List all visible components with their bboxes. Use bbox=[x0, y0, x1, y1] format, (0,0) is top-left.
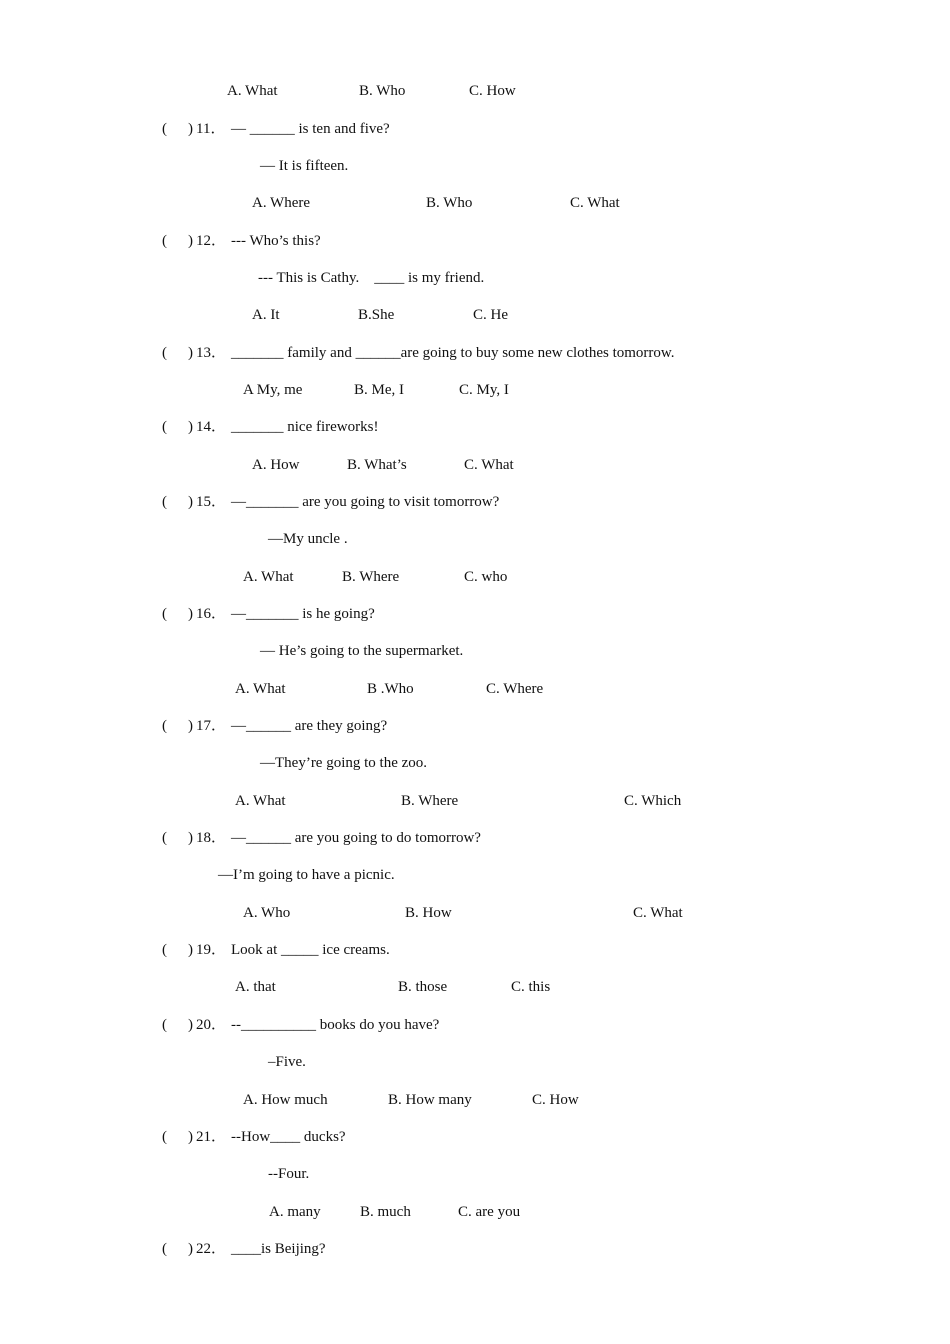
q15-stem: —_______ are you going to visit tomorrow? bbox=[231, 494, 500, 510]
q12-option-c: C. He bbox=[473, 307, 508, 323]
q12-number: 12． bbox=[196, 233, 227, 249]
q19-answer-close: ) bbox=[188, 942, 193, 958]
q18-option-a: A. Who bbox=[243, 905, 291, 921]
q22-answer-close: ) bbox=[188, 1241, 193, 1257]
q21-stem: --How____ ducks? bbox=[231, 1129, 346, 1145]
q11-answer-open: ( bbox=[162, 121, 167, 137]
q22-answer-open: ( bbox=[162, 1241, 167, 1257]
q13-number: 13． bbox=[196, 345, 227, 361]
q19-option-c: C. this bbox=[511, 979, 551, 995]
q11-stem: — ______ is ten and five? bbox=[231, 121, 390, 137]
q16-stem: —_______ is he going? bbox=[231, 606, 375, 622]
q11-number: 11． bbox=[196, 121, 226, 137]
q13-option-b: B. Me, I bbox=[354, 382, 404, 398]
q20-answer-open: ( bbox=[162, 1017, 167, 1033]
q16-reply: — He’s going to the supermarket. bbox=[260, 643, 464, 659]
q15-option-a: A. What bbox=[243, 569, 294, 585]
q11-reply: — It is fifteen. bbox=[260, 158, 349, 174]
q20-reply: –Five. bbox=[268, 1054, 306, 1070]
q12-answer-close: ) bbox=[188, 233, 193, 249]
q19-number: 19． bbox=[196, 942, 227, 958]
q18-option-c: C. What bbox=[633, 905, 683, 921]
q18-option-b: B. How bbox=[405, 905, 452, 921]
q17-number: 17． bbox=[196, 718, 227, 734]
q11-option-a: A. Where bbox=[252, 195, 311, 211]
q14-option-b: B. What’s bbox=[347, 457, 407, 473]
q15-answer-close: ) bbox=[188, 494, 193, 510]
q21-option-c: C. are you bbox=[458, 1204, 521, 1220]
q20-answer-close: ) bbox=[188, 1017, 193, 1033]
q17-option-b: B. Where bbox=[401, 793, 459, 809]
q16-option-c: C. Where bbox=[486, 681, 544, 697]
q17-option-a: A. What bbox=[235, 793, 286, 809]
q15-reply: —My uncle . bbox=[268, 531, 348, 547]
q11-option-b: B. Who bbox=[426, 195, 473, 211]
q18-answer-close: ) bbox=[188, 830, 193, 846]
q18-stem: —______ are you going to do tomorrow? bbox=[231, 830, 481, 846]
q16-option-a: A. What bbox=[235, 681, 286, 697]
q15-number: 15． bbox=[196, 494, 227, 510]
q15-option-c: C. who bbox=[464, 569, 508, 585]
q18-reply: —I’m going to have a picnic. bbox=[218, 867, 395, 883]
q15-option-b: B. Where bbox=[342, 569, 400, 585]
q13-stem: _______ family and ______are going to buy some new clothes tomorrow. bbox=[231, 345, 675, 361]
q16-answer-close: ) bbox=[188, 606, 193, 622]
q19-option-b: B. those bbox=[398, 979, 448, 995]
top-option-c: C. How bbox=[469, 83, 516, 99]
q20-option-a: A. How much bbox=[243, 1092, 328, 1108]
q21-reply: --Four. bbox=[268, 1166, 310, 1182]
q12-stem: --- Who’s this? bbox=[231, 233, 321, 249]
q14-answer-close: ) bbox=[188, 419, 193, 435]
q21-option-b: B. much bbox=[360, 1204, 411, 1220]
q17-option-c: C. Which bbox=[624, 793, 682, 809]
q22-stem: ____is Beijing? bbox=[231, 1241, 326, 1257]
q12-reply: --- This is Cathy. ____ is my friend. bbox=[258, 270, 485, 286]
q14-number: 14． bbox=[196, 419, 227, 435]
q17-stem: —______ are they going? bbox=[231, 718, 388, 734]
q21-number: 21． bbox=[196, 1129, 227, 1145]
q11-answer-close: ) bbox=[188, 121, 193, 137]
q17-reply: —They’re going to the zoo. bbox=[260, 755, 428, 771]
q13-option-c: C. My, I bbox=[459, 382, 509, 398]
q21-option-a: A. many bbox=[269, 1204, 321, 1220]
top-option-a: A. What bbox=[227, 83, 278, 99]
q18-number: 18． bbox=[196, 830, 227, 846]
q12-option-b: B.She bbox=[358, 307, 395, 323]
q22-number: 22． bbox=[196, 1241, 227, 1257]
q11-option-c: C. What bbox=[570, 195, 620, 211]
q18-answer-open: ( bbox=[162, 830, 167, 846]
q17-answer-close: ) bbox=[188, 718, 193, 734]
top-option-b: B. Who bbox=[359, 83, 406, 99]
q14-answer-open: ( bbox=[162, 419, 167, 435]
q16-option-b: B .Who bbox=[367, 681, 414, 697]
q14-option-c: C. What bbox=[464, 457, 514, 473]
q13-option-a: A My, me bbox=[243, 382, 303, 398]
q21-answer-close: ) bbox=[188, 1129, 193, 1145]
q14-option-a: A. How bbox=[252, 457, 300, 473]
q12-answer-open: ( bbox=[162, 233, 167, 249]
q20-option-c: C. How bbox=[532, 1092, 579, 1108]
q15-answer-open: ( bbox=[162, 494, 167, 510]
q20-number: 20． bbox=[196, 1017, 227, 1033]
q19-stem: Look at _____ ice creams. bbox=[231, 942, 390, 958]
q16-answer-open: ( bbox=[162, 606, 167, 622]
q16-number: 16． bbox=[196, 606, 227, 622]
q19-answer-open: ( bbox=[162, 942, 167, 958]
q19-option-a: A. that bbox=[235, 979, 276, 995]
q17-answer-open: ( bbox=[162, 718, 167, 734]
q14-stem: _______ nice fireworks! bbox=[231, 419, 379, 435]
q12-option-a: A. It bbox=[252, 307, 280, 323]
q13-answer-close: ) bbox=[188, 345, 193, 361]
q13-answer-open: ( bbox=[162, 345, 167, 361]
q20-option-b: B. How many bbox=[388, 1092, 472, 1108]
q20-stem: --__________ books do you have? bbox=[231, 1017, 440, 1033]
q21-answer-open: ( bbox=[162, 1129, 167, 1145]
